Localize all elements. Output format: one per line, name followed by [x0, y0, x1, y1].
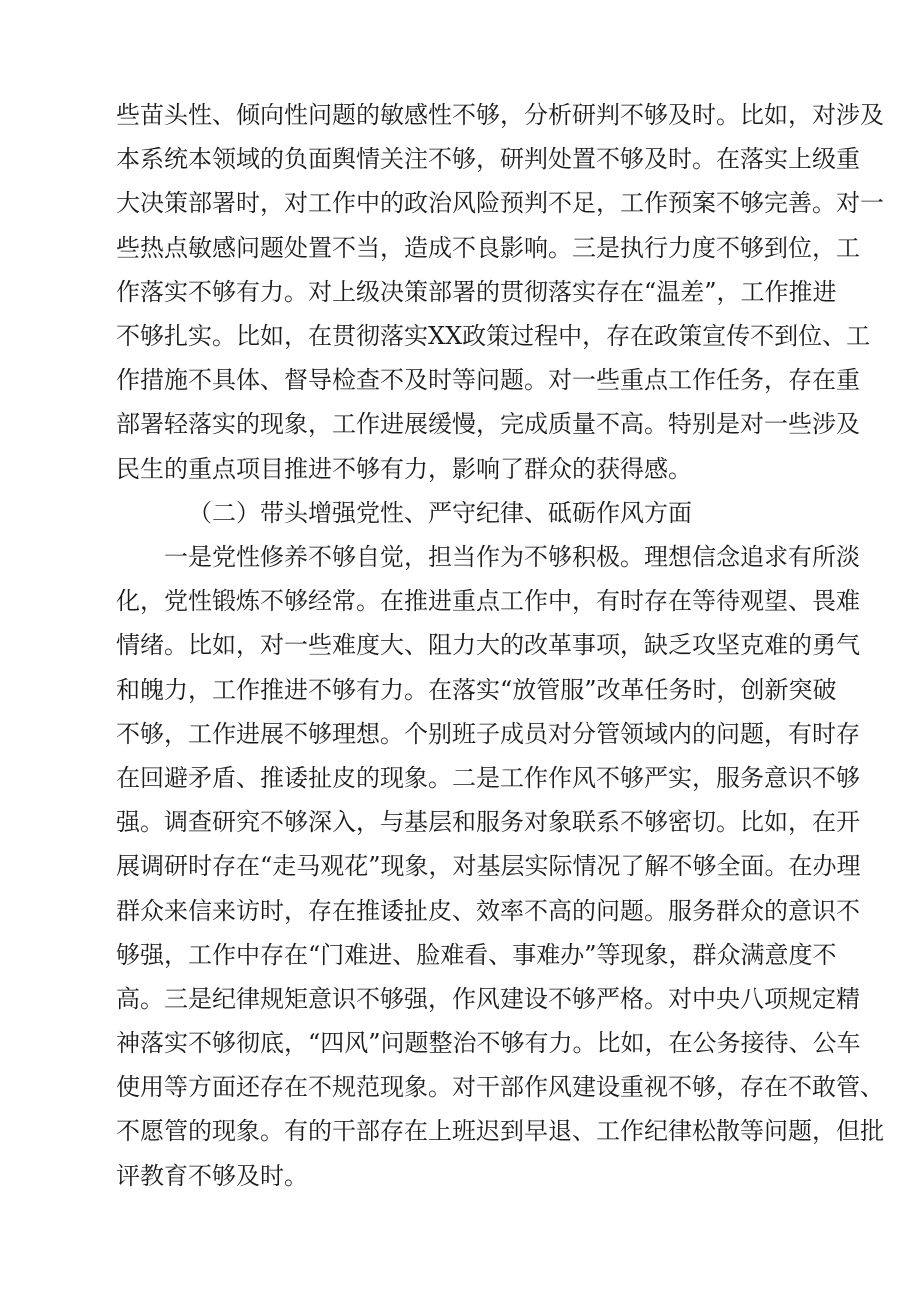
- paragraph-line: 些苗头性、倾向性问题的敏感性不够，分析研判不够及时。比如，对涉及: [116, 101, 884, 129]
- paragraph-line: 不够，工作进展不够理想。个别班子成员对分管领域内的问题，有时存: [116, 719, 860, 748]
- paragraph-line: 在回避矛盾、推诿扯皮的现象。二是工作作风不够严实，服务意识不够: [116, 763, 860, 792]
- paragraph-line: 高。三是纪律规矩意识不够强，作风建设不够严格。对中央八项规定精: [116, 984, 860, 1013]
- paragraph-line: 不愿管的现象。有的干部存在上班迟到早退、工作纪律松散等问题，但批: [116, 1117, 884, 1146]
- paragraph-line: 和魄力，工作推进不够有力。在落实“放管服”改革任务时，创新突破: [116, 675, 837, 704]
- section-heading: （二）带头增强党性、严守纪律、砥砺作风方面: [188, 499, 692, 527]
- paragraph-1: [116, 93, 884, 491]
- paragraph-line: 化，党性锻炼不够经常。在推进重点工作中，有时存在等待观望、畏难: [116, 587, 860, 616]
- paragraph-line: 大决策部署时，对工作中的政治风险预判不足，工作预案不够完善。对一: [116, 189, 884, 218]
- paragraph-line: 评教育不够及时。: [116, 1161, 308, 1190]
- paragraph-line: 使用等方面还存在不规范现象。对干部作风建设重视不够，存在不敢管、: [116, 1073, 884, 1102]
- paragraph-line: 作措施不具体、督导检查不及时等问题。对一些重点工作任务，存在重: [116, 366, 860, 395]
- paragraph-line: 部署轻落实的现象，工作进展缓慢，完成质量不高。特别是对一些涉及: [116, 410, 860, 439]
- paragraph-line: 神落实不够彻底，“四风”问题整治不够有力。比如，在公务接待、公车: [116, 1029, 861, 1058]
- paragraph-line: 不够扎实。比如，在贯彻落实XX政策过程中，存在政策宣传不到位、工: [116, 321, 871, 350]
- paragraph-line: 一是党性修养不够自觉，担当作为不够积极。理想信念追求有所淡: [164, 543, 860, 571]
- paragraph-line: 本系统本领域的负面舆情关注不够，研判处置不够及时。在落实上级重: [116, 145, 860, 174]
- paragraph-line: 作落实不够有力。对上级决策部署的贯彻落实存在“温差”，工作推进: [116, 277, 837, 306]
- paragraph-line: 情绪。比如，对一些难度大、阻力大的改革事项，缺乏攻坚克难的勇气: [116, 631, 860, 660]
- section-heading-block: [116, 491, 836, 535]
- paragraph-line: 民生的重点项目推进不够有力，影响了群众的获得感。: [116, 454, 692, 483]
- paragraph-2: [116, 535, 884, 1198]
- paragraph-line: 强。调查研究不够深入，与基层和服务对象联系不够密切。比如，在开: [116, 808, 860, 837]
- paragraph-line: 些热点敏感问题处置不当，造成不良影响。三是执行力度不够到位，工: [116, 233, 860, 262]
- paragraph-line: 展调研时存在“走马观花”现象，对基层实际情况了解不够全面。在办理: [116, 852, 861, 881]
- paragraph-line: 够强，工作中存在“门难进、脸难看、事难办”等现象，群众满意度不: [116, 940, 837, 969]
- paragraph-line: 群众来信来访时，存在推诿扯皮、效率不高的问题。服务群众的意识不: [116, 896, 860, 925]
